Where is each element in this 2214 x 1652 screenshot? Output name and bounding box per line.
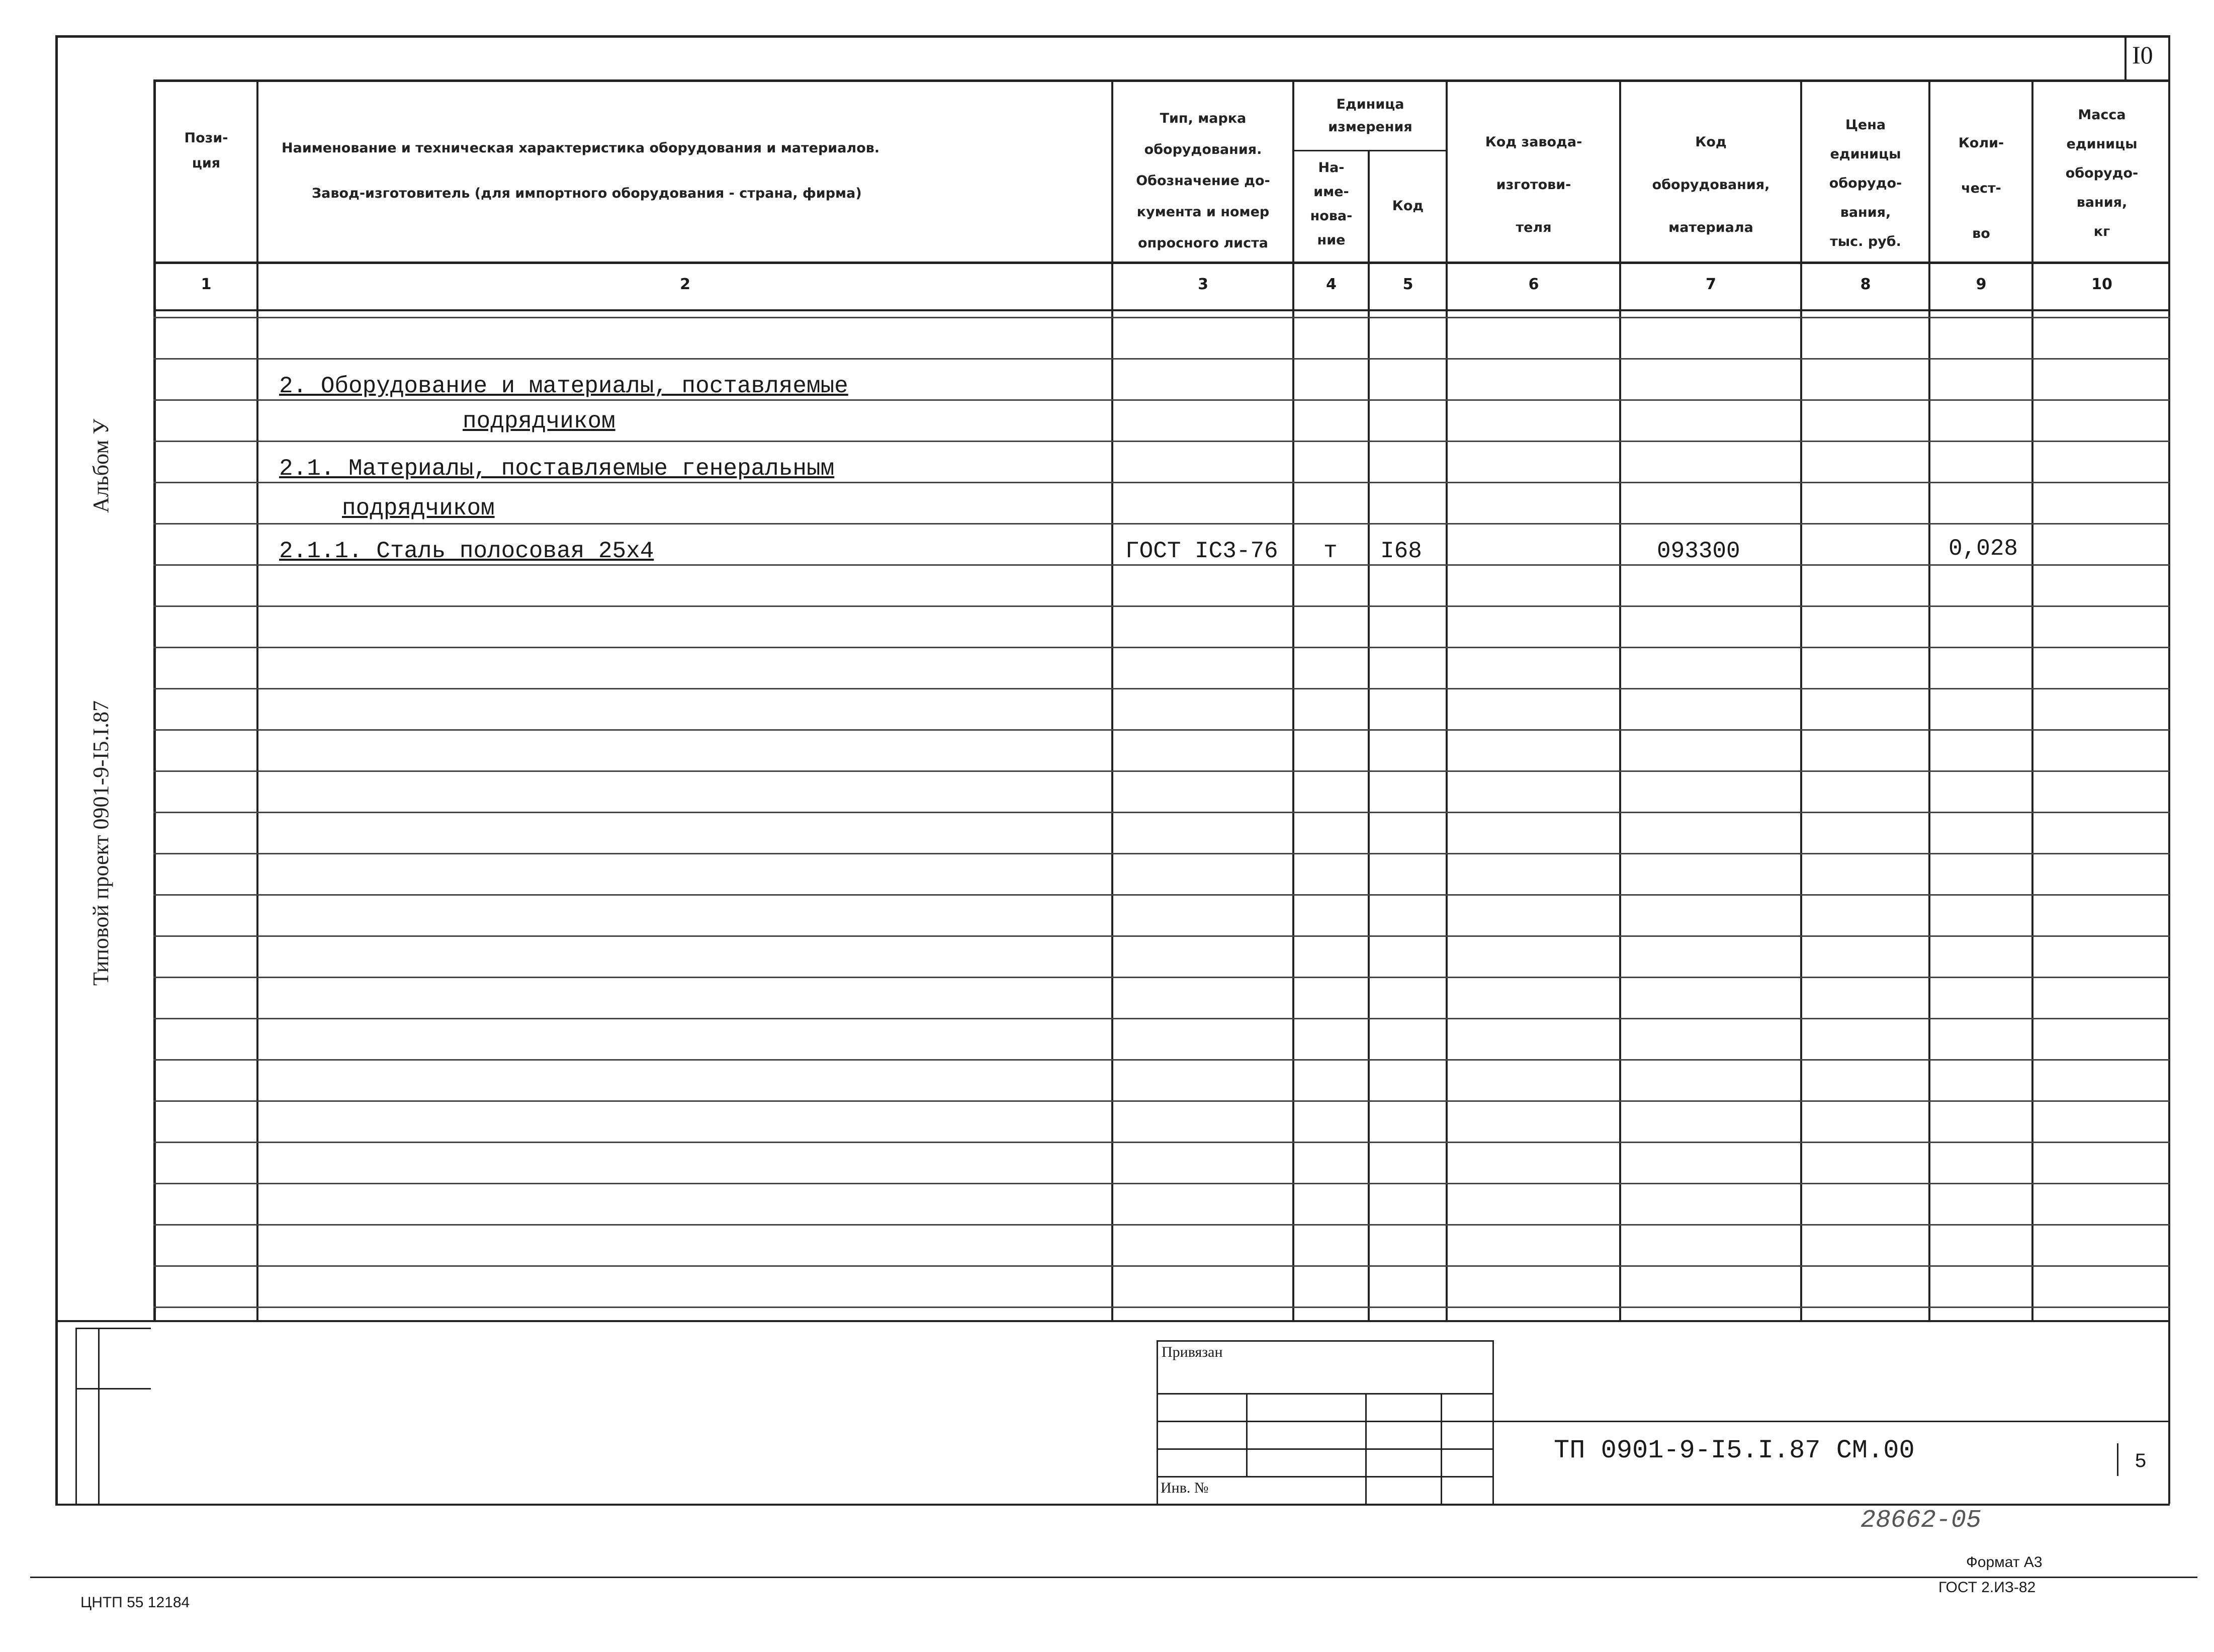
stamp-top-line <box>55 1320 2170 1322</box>
designation-top <box>1493 1421 2170 1422</box>
stamp-gost: ГОСТ 2.ИЗ-82 <box>1938 1579 2036 1596</box>
table-row-line <box>153 482 2170 483</box>
header-unit-group: Единица измерения <box>1328 97 1412 135</box>
col-number-9: 9 <box>1976 276 1987 293</box>
table-row-line <box>153 605 2170 607</box>
table-row-line <box>153 1307 2170 1308</box>
table-row-line <box>153 853 2170 854</box>
print-mark: ЦНТП 55 12184 <box>80 1594 190 1611</box>
table-row-line <box>153 1265 2170 1267</box>
frame-bottom <box>55 1504 2170 1506</box>
header-col7: Код оборудования, материала <box>1652 134 1770 235</box>
col-number-6: 6 <box>1528 276 1539 293</box>
row-item-unit-code: I68 <box>1380 538 1422 564</box>
table-row-line <box>153 1224 2170 1226</box>
privyazan-row1 <box>1157 1393 1493 1395</box>
col-number-8: 8 <box>1860 276 1871 293</box>
frame-right <box>2168 35 2170 1504</box>
table-row-line <box>153 935 2170 937</box>
col-line-6 <box>1619 79 1621 1322</box>
table-row-line <box>153 1142 2170 1143</box>
side-album-label: Альбом У <box>88 418 113 513</box>
margin-box-left <box>75 1328 77 1504</box>
header-col9: Коли- чест- во <box>1958 135 2004 241</box>
stamp-privyazan: Привязан <box>1162 1344 1223 1360</box>
col-line-8 <box>1928 79 1930 1322</box>
table-row-line <box>153 1018 2170 1019</box>
col-line-7 <box>1800 79 1802 1322</box>
table-row-line <box>153 812 2170 813</box>
format-line <box>30 1577 2197 1578</box>
margin-box-top <box>75 1328 151 1329</box>
header-col5: Код <box>1392 198 1424 214</box>
header-col1: Пози- ция <box>184 130 228 171</box>
row-section-2-1-line1: 2.1. Материалы, поставляемые генеральным <box>279 456 835 482</box>
stamp-inv: Инв. № <box>1161 1480 1209 1496</box>
row-item-name: 2.1.1. Сталь полосовая 25х4 <box>279 538 654 564</box>
col-number-7: 7 <box>1706 276 1716 293</box>
col-line-2 <box>1111 79 1113 1322</box>
table-row-line <box>153 894 2170 896</box>
table-row-line <box>153 317 2170 318</box>
privyazan-col2 <box>1365 1393 1367 1504</box>
col-number-1: 1 <box>201 276 212 293</box>
col-line-1 <box>256 79 258 1322</box>
sheet-number: I0 <box>2132 41 2153 69</box>
colnum-bottom-line <box>153 309 2170 311</box>
stamp-format: Формат А3 <box>1966 1554 2043 1571</box>
privyazan-top <box>1157 1340 1493 1342</box>
table-row-line <box>153 1059 2170 1061</box>
header-col3: Тип, марка оборудования. Обозначение до- кумента и номер опросного листа <box>1136 111 1270 251</box>
stamp-sheet: 5 <box>2135 1451 2147 1473</box>
privyazan-row3 <box>1157 1448 1493 1450</box>
col-number-4: 4 <box>1326 276 1337 293</box>
designation-sheet-box <box>2117 1443 2118 1476</box>
header-col8: Цена единицы оборудо- вания, тыс. руб. <box>1829 117 1902 249</box>
row-section-2-line1: 2. Оборудование и материалы, поставляемые <box>279 373 848 399</box>
row-item-doc: ГОСТ IC3-76 <box>1125 538 1278 564</box>
col-number-10: 10 <box>2091 276 2112 293</box>
table-row-line <box>153 441 2170 442</box>
table-row-line <box>153 399 2170 401</box>
row-item-quantity: 0,028 <box>1949 536 2018 562</box>
row-item-unit: т <box>1323 538 1338 564</box>
stamp-designation: ТП 0901-9-I5.I.87 СМ.00 <box>1554 1436 1915 1465</box>
row-item-material-code: 093300 <box>1657 538 1740 564</box>
side-project-label: Типовой проект 0901-9-I5.I.87 <box>88 700 113 986</box>
col-line-4 <box>1368 151 1370 1322</box>
col-line-5 <box>1446 79 1448 1322</box>
col-line-9 <box>2031 79 2033 1322</box>
privyazan-col1 <box>1246 1393 1248 1476</box>
table-row-line <box>153 977 2170 978</box>
privyazan-row2 <box>1157 1421 1493 1422</box>
table-top <box>153 79 2170 82</box>
header-bottom-line <box>153 262 2170 264</box>
header-col2: Наименование и техническая характеристика оборудования и материалов. Завод-изготовитель (для импортного оборудования - страна, фирма) <box>282 140 880 201</box>
table-row-line <box>153 1100 2170 1102</box>
header-col6: Код завода- изготови- теля <box>1485 134 1582 235</box>
row-section-2-1-line2: подрядчиком <box>342 495 495 521</box>
unit-group-line <box>1292 150 1446 151</box>
header-col10: Масса единицы оборудо- вания, кг <box>2065 107 2139 239</box>
table-row-line <box>153 770 2170 772</box>
table-row-line <box>153 564 2170 566</box>
table-row-line <box>153 729 2170 731</box>
table-row-line <box>153 688 2170 689</box>
margin-box-div <box>75 1388 151 1389</box>
row-section-2-line2: подрядчиком <box>463 408 615 434</box>
table-row-line <box>153 1183 2170 1184</box>
stamp-code: 28662-05 <box>1861 1506 1982 1535</box>
frame-top <box>55 35 2170 38</box>
col-number-2: 2 <box>680 276 690 293</box>
col-line-3 <box>1292 79 1294 1322</box>
privyazan-col3 <box>1441 1393 1442 1504</box>
frame-left <box>55 35 58 1504</box>
header-col4: На- име- нова- ние <box>1310 160 1353 248</box>
col-number-3: 3 <box>1198 276 1208 293</box>
margin-box-mid <box>98 1328 100 1504</box>
col-number-5: 5 <box>1402 276 1413 293</box>
sheet-box-left <box>2124 35 2127 80</box>
privyazan-row4 <box>1157 1476 1493 1477</box>
table-row-line <box>153 358 2170 360</box>
table-row-line <box>153 647 2170 648</box>
table-row-line <box>153 523 2170 525</box>
table-left <box>153 79 156 1322</box>
